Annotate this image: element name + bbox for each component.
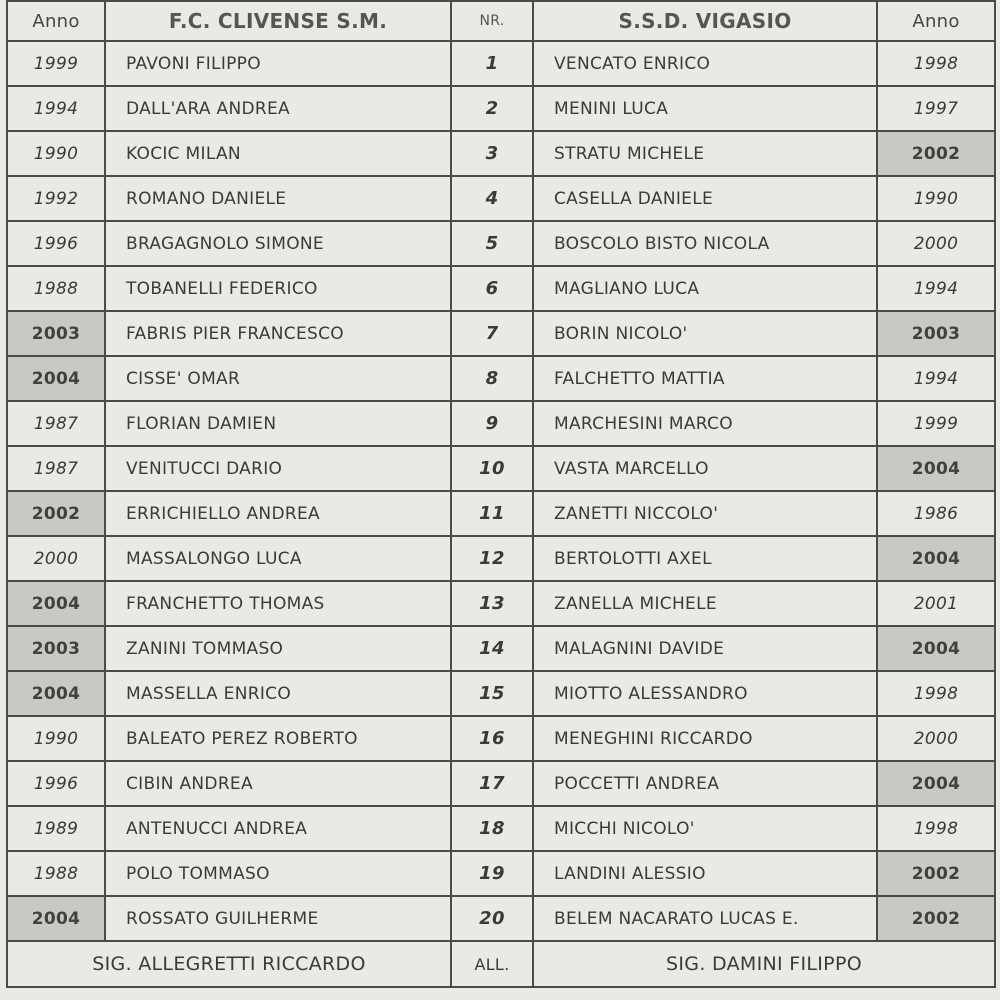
coach-label: ALL. — [451, 941, 533, 987]
coach-right: SIG. DAMINI FILIPPO — [533, 941, 995, 987]
year-right-cell: 1994 — [877, 266, 995, 311]
header-anno-right: Anno — [877, 1, 995, 41]
year-left-cell: 1989 — [7, 806, 105, 851]
year-left-cell: 1996 — [7, 221, 105, 266]
lineup-table — [6, 0, 996, 988]
player-name-right: ZANETTI NICCOLO' — [533, 491, 877, 536]
player-name-left: FRANCHETTO THOMAS — [105, 581, 451, 626]
year-left-cell: 1990 — [7, 716, 105, 761]
year-left-cell: 1987 — [7, 401, 105, 446]
shirt-number: 2 — [451, 86, 533, 131]
player-name-left: BRAGAGNOLO SIMONE — [105, 221, 451, 266]
shirt-number: 7 — [451, 311, 533, 356]
player-name-right: STRATU MICHELE — [533, 131, 877, 176]
year-left-cell: 2003 — [7, 311, 105, 356]
year-right-cell: 1998 — [877, 41, 995, 86]
player-name-left: CISSE' OMAR — [105, 356, 451, 401]
year-right-cell: 1998 — [877, 671, 995, 716]
header-team-left: F.C. CLIVENSE S.M. — [105, 1, 451, 41]
year-right-cell: 1986 — [877, 491, 995, 536]
player-name-left: ROMANO DANIELE — [105, 176, 451, 221]
player-name-left: ERRICHIELLO ANDREA — [105, 491, 451, 536]
player-name-left: FABRIS PIER FRANCESCO — [105, 311, 451, 356]
table-row — [7, 806, 995, 851]
year-right-cell: 2002 — [877, 851, 995, 896]
table-row — [7, 446, 995, 491]
player-name-left: TOBANELLI FEDERICO — [105, 266, 451, 311]
player-name-left: BALEATO PEREZ ROBERTO — [105, 716, 451, 761]
player-name-left: KOCIC MILAN — [105, 131, 451, 176]
header-row — [7, 1, 995, 41]
year-left-cell: 2004 — [7, 581, 105, 626]
year-right-cell: 1994 — [877, 356, 995, 401]
shirt-number: 17 — [451, 761, 533, 806]
header-nr: NR. — [451, 1, 533, 41]
year-left-cell: 1988 — [7, 851, 105, 896]
table-row — [7, 131, 995, 176]
table-row — [7, 626, 995, 671]
header-anno-left: Anno — [7, 1, 105, 41]
table-row — [7, 671, 995, 716]
shirt-number: 19 — [451, 851, 533, 896]
year-left-cell: 1990 — [7, 131, 105, 176]
player-name-right: BELEM NACARATO LUCAS E. — [533, 896, 877, 941]
table-row — [7, 266, 995, 311]
year-left-cell: 1994 — [7, 86, 105, 131]
year-left-cell: 1987 — [7, 446, 105, 491]
year-right-cell: 1998 — [877, 806, 995, 851]
shirt-number: 11 — [451, 491, 533, 536]
player-name-right: BERTOLOTTI AXEL — [533, 536, 877, 581]
player-name-left: MASSELLA ENRICO — [105, 671, 451, 716]
year-right-cell: 1997 — [877, 86, 995, 131]
shirt-number: 20 — [451, 896, 533, 941]
player-name-right: POCCETTI ANDREA — [533, 761, 877, 806]
year-right-cell: 2004 — [877, 626, 995, 671]
year-right-cell: 2004 — [877, 536, 995, 581]
shirt-number: 12 — [451, 536, 533, 581]
player-name-right: FALCHETTO MATTIA — [533, 356, 877, 401]
player-name-left: ZANINI TOMMASO — [105, 626, 451, 671]
coach-row — [7, 941, 995, 987]
table-row — [7, 41, 995, 86]
table-row — [7, 176, 995, 221]
player-name-left: POLO TOMMASO — [105, 851, 451, 896]
shirt-number: 6 — [451, 266, 533, 311]
table-row — [7, 311, 995, 356]
shirt-number: 1 — [451, 41, 533, 86]
year-right-cell: 2004 — [877, 446, 995, 491]
player-name-left: CIBIN ANDREA — [105, 761, 451, 806]
year-right-cell: 2003 — [877, 311, 995, 356]
shirt-number: 10 — [451, 446, 533, 491]
player-name-right: VENCATO ENRICO — [533, 41, 877, 86]
year-left-cell: 2002 — [7, 491, 105, 536]
player-name-left: MASSALONGO LUCA — [105, 536, 451, 581]
player-name-right: BORIN NICOLO' — [533, 311, 877, 356]
year-right-cell: 2002 — [877, 896, 995, 941]
year-right-cell: 1999 — [877, 401, 995, 446]
shirt-number: 13 — [451, 581, 533, 626]
player-name-right: MAGLIANO LUCA — [533, 266, 877, 311]
year-left-cell: 1988 — [7, 266, 105, 311]
year-left-cell: 2003 — [7, 626, 105, 671]
table-row — [7, 401, 995, 446]
year-left-cell: 2000 — [7, 536, 105, 581]
year-left-cell: 1992 — [7, 176, 105, 221]
year-right-cell: 2004 — [877, 761, 995, 806]
player-name-left: PAVONI FILIPPO — [105, 41, 451, 86]
player-name-left: ROSSATO GUILHERME — [105, 896, 451, 941]
year-right-cell: 2001 — [877, 581, 995, 626]
shirt-number: 9 — [451, 401, 533, 446]
coach-left: SIG. ALLEGRETTI RICCARDO — [7, 941, 451, 987]
table-row — [7, 86, 995, 131]
table-row — [7, 896, 995, 941]
player-name-right: MIOTTO ALESSANDRO — [533, 671, 877, 716]
player-name-right: LANDINI ALESSIO — [533, 851, 877, 896]
shirt-number: 3 — [451, 131, 533, 176]
year-right-cell: 2000 — [877, 716, 995, 761]
player-name-left: ANTENUCCI ANDREA — [105, 806, 451, 851]
player-name-right: ZANELLA MICHELE — [533, 581, 877, 626]
player-name-left: FLORIAN DAMIEN — [105, 401, 451, 446]
player-name-right: MENEGHINI RICCARDO — [533, 716, 877, 761]
table-row — [7, 716, 995, 761]
year-left-cell: 2004 — [7, 671, 105, 716]
year-left-cell: 2004 — [7, 356, 105, 401]
shirt-number: 16 — [451, 716, 533, 761]
player-name-right: VASTA MARCELLO — [533, 446, 877, 491]
year-left-cell: 2004 — [7, 896, 105, 941]
shirt-number: 14 — [451, 626, 533, 671]
shirt-number: 5 — [451, 221, 533, 266]
year-left-cell: 1996 — [7, 761, 105, 806]
table-row — [7, 356, 995, 401]
table-row — [7, 581, 995, 626]
player-name-right: MENINI LUCA — [533, 86, 877, 131]
year-right-cell: 2000 — [877, 221, 995, 266]
player-name-left: DALL'ARA ANDREA — [105, 86, 451, 131]
shirt-number: 18 — [451, 806, 533, 851]
shirt-number: 15 — [451, 671, 533, 716]
table-row — [7, 761, 995, 806]
player-name-left: VENITUCCI DARIO — [105, 446, 451, 491]
player-name-right: MARCHESINI MARCO — [533, 401, 877, 446]
player-name-right: MALAGNINI DAVIDE — [533, 626, 877, 671]
player-name-right: BOSCOLO BISTO NICOLA — [533, 221, 877, 266]
shirt-number: 8 — [451, 356, 533, 401]
year-right-cell: 2002 — [877, 131, 995, 176]
players-body — [7, 41, 995, 941]
year-left-cell: 1999 — [7, 41, 105, 86]
table-row — [7, 536, 995, 581]
player-name-right: CASELLA DANIELE — [533, 176, 877, 221]
table-row — [7, 491, 995, 536]
table-row — [7, 221, 995, 266]
header-team-right: S.S.D. VIGASIO — [533, 1, 877, 41]
year-right-cell: 1990 — [877, 176, 995, 221]
player-name-right: MICCHI NICOLO' — [533, 806, 877, 851]
table-row — [7, 851, 995, 896]
shirt-number: 4 — [451, 176, 533, 221]
